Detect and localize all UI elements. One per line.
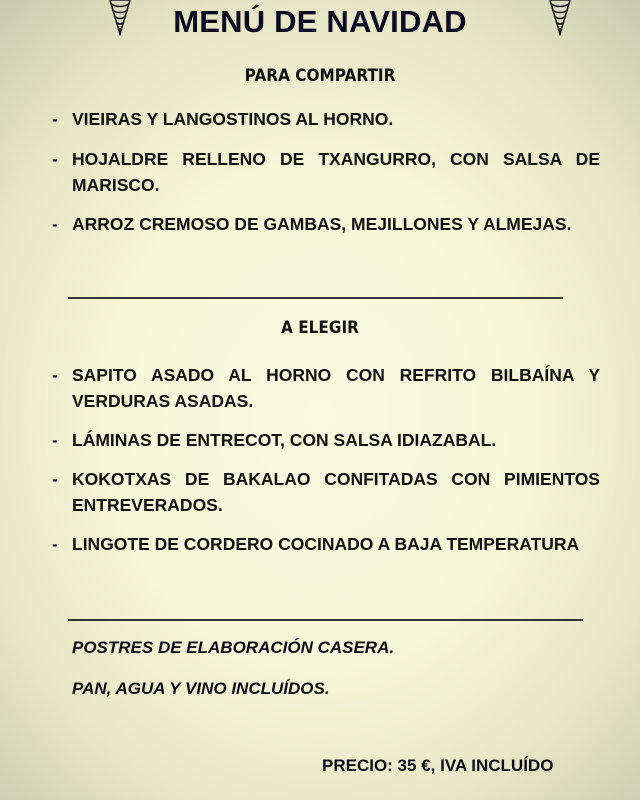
menu-item-text: VIEIRAS Y LANGOSTINOS AL HORNO. <box>72 109 394 129</box>
menu-item-text: SAPITO ASADO AL HORNO CON REFRITO BILBAÍNA Y VERDURAS ASADAS. <box>72 365 600 411</box>
menu-title: MENÚ DE NAVIDAD <box>173 4 467 39</box>
menu-item-text: LINGOTE DE CORDERO COCINADO A BAJA TEMPERATURA <box>72 534 580 554</box>
note-desserts: POSTRES DE ELABORACIÓN CASERA. <box>72 638 395 657</box>
menu-item: - ARROZ CREMOSO DE GAMBAS, MEJILLONES Y ALMEJAS. <box>52 211 600 237</box>
menu-item: - KOKOTXAS DE BAKALAO CONFITADAS CON PIMIENTOS ENTREVERADOS. <box>52 466 600 518</box>
menu-item: - LÁMINAS DE ENTRECOT, CON SALSA IDIAZABAL. <box>52 427 600 453</box>
menu-item-text: LÁMINAS DE ENTRECOT, CON SALSA IDIAZABAL. <box>72 430 497 450</box>
section-heading-a-elegir: A ELEGIR <box>281 318 359 338</box>
menu-item: - HOJALDRE RELLENO DE TXANGURRO, CON SALSA DE MARISCO. <box>52 146 600 198</box>
menu-item: - VIEIRAS Y LANGOSTINOS AL HORNO. <box>52 106 600 132</box>
price-label: PRECIO: 35 €, IVA INCLUÍDO <box>322 756 554 775</box>
menu-item-text: HOJALDRE RELLENO DE TXANGURRO, CON SALSA DE MARISCO. <box>72 149 600 195</box>
section-heading-para-compartir: PARA COMPARTIR <box>244 66 396 86</box>
menu-item: - SAPITO ASADO AL HORNO CON REFRITO BILBAÍNA Y VERDURAS ASADAS. <box>52 362 600 414</box>
divider <box>68 297 563 299</box>
menu-item: - LINGOTE DE CORDERO COCINADO A BAJA TEMPERATURA <box>52 531 600 557</box>
menu-item-text: ARROZ CREMOSO DE GAMBAS, MEJILLONES Y ALMEJAS. <box>72 214 572 234</box>
menu-item-text: KOKOTXAS DE BAKALAO CONFITADAS CON PIMIENTOS ENTREVERADOS. <box>72 469 600 515</box>
note-included: PAN, AGUA Y VINO INCLUÍDOS. <box>72 679 330 698</box>
divider <box>68 619 583 621</box>
